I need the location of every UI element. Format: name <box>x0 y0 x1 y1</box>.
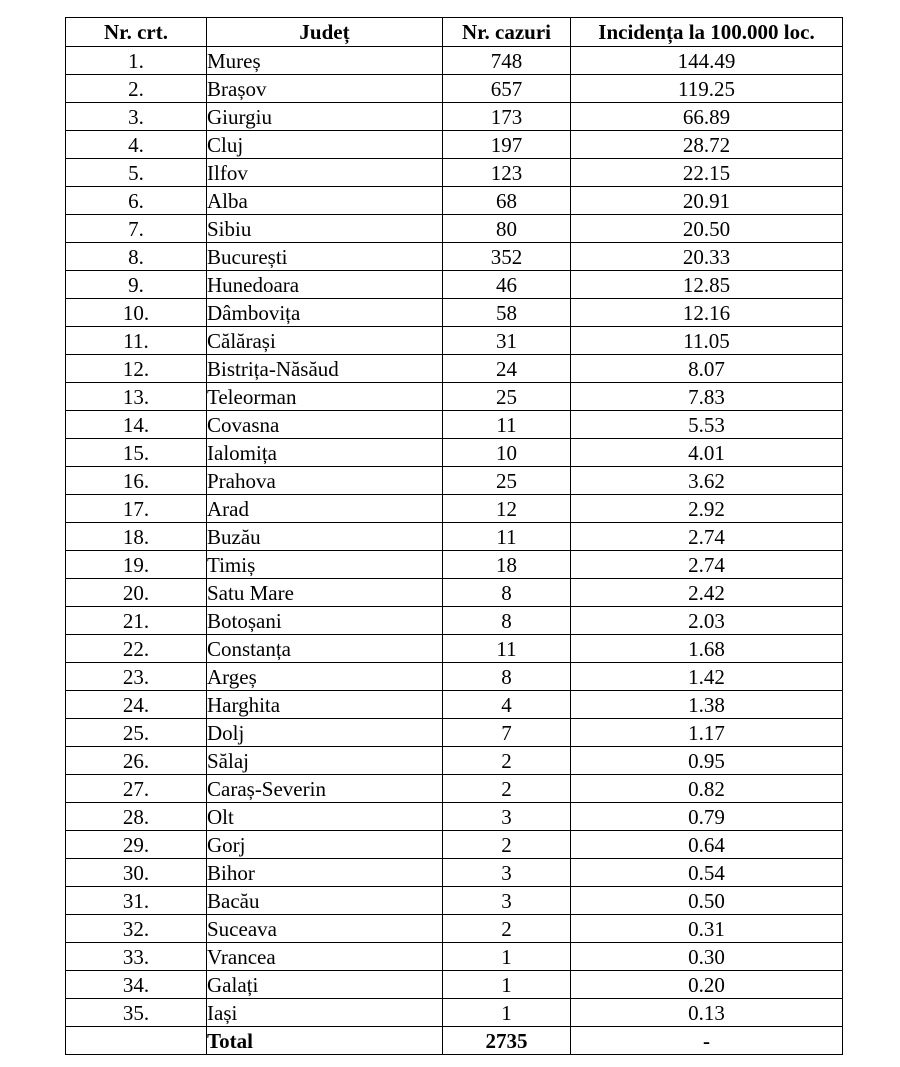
row-number: 33. <box>66 943 207 971</box>
table-row <box>66 439 843 467</box>
incidence-rate: 20.33 <box>571 243 843 271</box>
county-name: Brașov <box>207 75 443 103</box>
case-count: 3 <box>443 803 571 831</box>
incidence-rate: 8.07 <box>571 355 843 383</box>
incidence-rate: 1.68 <box>571 635 843 663</box>
incidence-rate: 66.89 <box>571 103 843 131</box>
table-row <box>66 187 843 215</box>
county-name: Teleorman <box>207 383 443 411</box>
row-number: 18. <box>66 523 207 551</box>
table-row <box>66 495 843 523</box>
case-count: 7 <box>443 719 571 747</box>
county-name: Galați <box>207 971 443 999</box>
table-row <box>66 411 843 439</box>
county-name: Arad <box>207 495 443 523</box>
header-incidenta: Incidența la 100.000 loc. <box>571 18 843 47</box>
county-name: Gorj <box>207 831 443 859</box>
table-row <box>66 159 843 187</box>
table-row <box>66 691 843 719</box>
row-number: 25. <box>66 719 207 747</box>
case-count: 80 <box>443 215 571 243</box>
row-number: 7. <box>66 215 207 243</box>
row-number: 29. <box>66 831 207 859</box>
row-number: 21. <box>66 607 207 635</box>
case-count: 3 <box>443 859 571 887</box>
county-name: Alba <box>207 187 443 215</box>
table-row <box>66 663 843 691</box>
incidence-rate: 0.54 <box>571 859 843 887</box>
incidence-rate: 20.91 <box>571 187 843 215</box>
incidence-rate: 0.50 <box>571 887 843 915</box>
table-header-row <box>66 18 843 47</box>
incidence-rate: 12.85 <box>571 271 843 299</box>
county-name: Dolj <box>207 719 443 747</box>
case-count: 2 <box>443 915 571 943</box>
row-number: 23. <box>66 663 207 691</box>
table-row <box>66 719 843 747</box>
county-cases-table <box>65 17 843 1055</box>
incidence-rate: 28.72 <box>571 131 843 159</box>
row-number: 4. <box>66 131 207 159</box>
county-name: Iași <box>207 999 443 1027</box>
table-row <box>66 607 843 635</box>
table-row <box>66 971 843 999</box>
total-case-count: 2735 <box>443 1027 571 1055</box>
case-count: 197 <box>443 131 571 159</box>
table-row <box>66 75 843 103</box>
table-row <box>66 383 843 411</box>
county-name: Giurgiu <box>207 103 443 131</box>
incidence-rate: 0.95 <box>571 747 843 775</box>
incidence-rate: 5.53 <box>571 411 843 439</box>
row-number: 12. <box>66 355 207 383</box>
total-incidence-rate: - <box>571 1027 843 1055</box>
incidence-rate: 4.01 <box>571 439 843 467</box>
county-name: Botoșani <box>207 607 443 635</box>
county-name: Bihor <box>207 859 443 887</box>
row-number: 15. <box>66 439 207 467</box>
row-number: 3. <box>66 103 207 131</box>
case-count: 4 <box>443 691 571 719</box>
table-body <box>66 47 843 1055</box>
incidence-rate: 0.13 <box>571 999 843 1027</box>
total-county-name: Total <box>207 1027 443 1055</box>
county-name: Caraș-Severin <box>207 775 443 803</box>
county-name: Ilfov <box>207 159 443 187</box>
row-number: 13. <box>66 383 207 411</box>
case-count: 24 <box>443 355 571 383</box>
row-number: 5. <box>66 159 207 187</box>
table-row <box>66 915 843 943</box>
table-row <box>66 243 843 271</box>
row-number: 34. <box>66 971 207 999</box>
row-number: 19. <box>66 551 207 579</box>
table-row <box>66 551 843 579</box>
table-row <box>66 47 843 75</box>
incidence-rate: 2.74 <box>571 551 843 579</box>
county-name: Harghita <box>207 691 443 719</box>
table-row <box>66 467 843 495</box>
incidence-rate: 2.03 <box>571 607 843 635</box>
case-count: 11 <box>443 635 571 663</box>
county-name: Sibiu <box>207 215 443 243</box>
row-number: 20. <box>66 579 207 607</box>
row-number: 30. <box>66 859 207 887</box>
case-count: 31 <box>443 327 571 355</box>
incidence-rate: 1.42 <box>571 663 843 691</box>
table-row <box>66 859 843 887</box>
total-row <box>66 1027 843 1055</box>
case-count: 748 <box>443 47 571 75</box>
incidence-rate: 1.38 <box>571 691 843 719</box>
case-count: 173 <box>443 103 571 131</box>
header-judet: Județ <box>207 18 443 47</box>
incidence-rate: 22.15 <box>571 159 843 187</box>
table-row <box>66 355 843 383</box>
table-row <box>66 887 843 915</box>
table-row <box>66 999 843 1027</box>
county-name: Covasna <box>207 411 443 439</box>
table-row <box>66 103 843 131</box>
case-count: 25 <box>443 383 571 411</box>
county-name: Buzău <box>207 523 443 551</box>
county-name: Satu Mare <box>207 579 443 607</box>
row-number: 16. <box>66 467 207 495</box>
table-row <box>66 635 843 663</box>
county-name: Constanța <box>207 635 443 663</box>
incidence-rate: 0.64 <box>571 831 843 859</box>
row-number: 31. <box>66 887 207 915</box>
county-name: Cluj <box>207 131 443 159</box>
row-number: 27. <box>66 775 207 803</box>
case-count: 657 <box>443 75 571 103</box>
incidence-rate: 7.83 <box>571 383 843 411</box>
table-row <box>66 131 843 159</box>
incidence-rate: 119.25 <box>571 75 843 103</box>
row-number: 2. <box>66 75 207 103</box>
row-number: 10. <box>66 299 207 327</box>
county-name: Olt <box>207 803 443 831</box>
case-count: 2 <box>443 775 571 803</box>
table-row <box>66 215 843 243</box>
case-count: 11 <box>443 523 571 551</box>
county-name: Ialomița <box>207 439 443 467</box>
county-name: Dâmbovița <box>207 299 443 327</box>
row-number: 28. <box>66 803 207 831</box>
case-count: 1 <box>443 971 571 999</box>
row-number: 24. <box>66 691 207 719</box>
row-number: 6. <box>66 187 207 215</box>
header-nr-cazuri: Nr. cazuri <box>443 18 571 47</box>
county-name: Suceava <box>207 915 443 943</box>
case-count: 1 <box>443 999 571 1027</box>
incidence-rate: 11.05 <box>571 327 843 355</box>
incidence-rate: 2.74 <box>571 523 843 551</box>
county-name: Bistrița-Năsăud <box>207 355 443 383</box>
case-count: 68 <box>443 187 571 215</box>
table-row <box>66 943 843 971</box>
table-row <box>66 579 843 607</box>
header-nr-crt: Nr. crt. <box>66 18 207 47</box>
county-name: București <box>207 243 443 271</box>
row-number: 26. <box>66 747 207 775</box>
case-count: 352 <box>443 243 571 271</box>
row-number: 22. <box>66 635 207 663</box>
incidence-rate: 3.62 <box>571 467 843 495</box>
table-row <box>66 523 843 551</box>
county-name: Hunedoara <box>207 271 443 299</box>
case-count: 25 <box>443 467 571 495</box>
case-count: 2 <box>443 831 571 859</box>
case-count: 2 <box>443 747 571 775</box>
county-name: Mureș <box>207 47 443 75</box>
row-number: 9. <box>66 271 207 299</box>
table-row <box>66 775 843 803</box>
table-row <box>66 831 843 859</box>
incidence-rate: 144.49 <box>571 47 843 75</box>
case-count: 10 <box>443 439 571 467</box>
incidence-rate: 12.16 <box>571 299 843 327</box>
incidence-rate: 2.42 <box>571 579 843 607</box>
table-row <box>66 803 843 831</box>
county-name: Sălaj <box>207 747 443 775</box>
case-count: 8 <box>443 607 571 635</box>
table-row <box>66 299 843 327</box>
case-count: 3 <box>443 887 571 915</box>
total-row-number <box>66 1027 207 1055</box>
table-row <box>66 327 843 355</box>
county-name: Timiș <box>207 551 443 579</box>
county-name: Argeș <box>207 663 443 691</box>
row-number: 11. <box>66 327 207 355</box>
case-count: 46 <box>443 271 571 299</box>
county-name: Bacău <box>207 887 443 915</box>
row-number: 14. <box>66 411 207 439</box>
case-count: 11 <box>443 411 571 439</box>
case-count: 1 <box>443 943 571 971</box>
row-number: 35. <box>66 999 207 1027</box>
case-count: 18 <box>443 551 571 579</box>
county-name: Vrancea <box>207 943 443 971</box>
county-name: Călărași <box>207 327 443 355</box>
incidence-rate: 0.20 <box>571 971 843 999</box>
incidence-rate: 0.31 <box>571 915 843 943</box>
incidence-rate: 0.30 <box>571 943 843 971</box>
incidence-rate: 2.92 <box>571 495 843 523</box>
case-count: 8 <box>443 663 571 691</box>
table-row <box>66 747 843 775</box>
case-count: 8 <box>443 579 571 607</box>
table-row <box>66 271 843 299</box>
row-number: 32. <box>66 915 207 943</box>
incidence-rate: 1.17 <box>571 719 843 747</box>
case-count: 123 <box>443 159 571 187</box>
case-count: 12 <box>443 495 571 523</box>
row-number: 8. <box>66 243 207 271</box>
row-number: 1. <box>66 47 207 75</box>
case-count: 58 <box>443 299 571 327</box>
incidence-rate: 20.50 <box>571 215 843 243</box>
incidence-rate: 0.79 <box>571 803 843 831</box>
row-number: 17. <box>66 495 207 523</box>
county-name: Prahova <box>207 467 443 495</box>
incidence-rate: 0.82 <box>571 775 843 803</box>
